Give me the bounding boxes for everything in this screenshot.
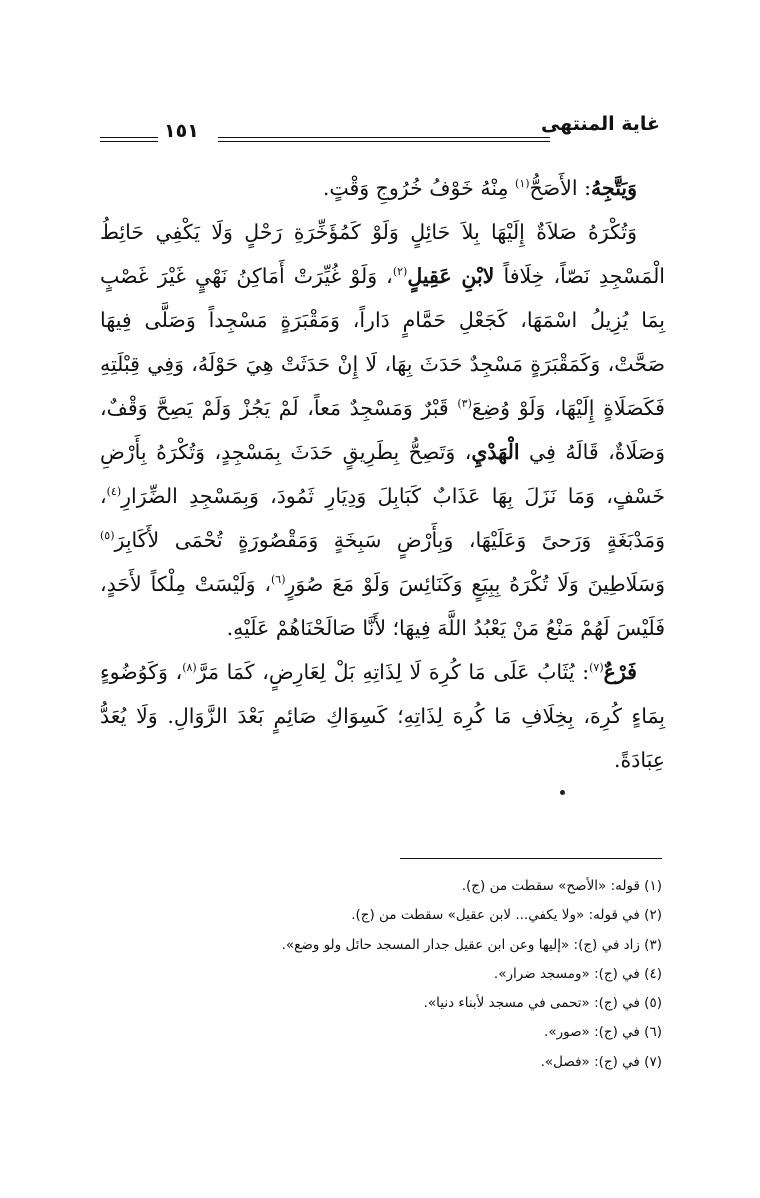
header-rule xyxy=(218,137,550,142)
text-run: وَسَلَاطِينَ وَلَا تُكْرَهُ بِبِيَعٍ وَكَنَائِسَ وَلَوْ مَعَ صُوَرٍ xyxy=(285,572,665,596)
footnote-ref: (٤) xyxy=(106,485,122,499)
text-run: : يُثَابُ عَلَى مَا كُرِهَ لَا لِذَاتِهِ بَلْ لِعَارِضٍ، كَمَا مَرَّ xyxy=(196,660,590,684)
footnote-ref: (١) xyxy=(515,177,530,191)
text-run: مِنْهُ خَوْفُ خُرُوجِ وَقْتٍ. xyxy=(322,176,516,200)
header-rule-short xyxy=(100,137,158,142)
separator-dot xyxy=(560,790,565,795)
text-run: ، وَكَوُضُوءٍ بِمَاءٍ كُرِهَ، بِخِلَافِ مَا كُرِهَ لِذَاتِهِ؛ كَسِوَاكِ صَائِمٍ بَعْدَ الزَّوَالِ. وَلَا يُعَدُّ عِبَادَةً. xyxy=(100,660,665,772)
text-run: ، وَمَدْبَغَةٍ وَرَحىً وَعَلَيْهَا، وَبِأَرْضٍ سَبِخَةٍ وَمَقْصُورَةٍ تُحْمَى لأَكَابِرَ xyxy=(100,484,665,552)
paragraph-lead: وَيَتَّجِهُ xyxy=(590,176,637,200)
text-run: قَبْرٌ وَمَسْجِدٌ مَعاً، لَمْ يَجُزْ وَلَمْ يَصِحَّ وَقْفٌ، وَصَلَاةٌ، قَالَهُ فِي xyxy=(100,396,665,464)
paragraph-2 xyxy=(100,210,665,650)
footnote-ref: (٨) xyxy=(182,661,197,675)
page-header xyxy=(100,110,660,150)
footnote-item: (٣) زاد في (ج): «إليها وعن ابن عقيل جدار المسجد حائل ولو وضع». xyxy=(281,936,662,953)
footnote-item: (٥) في (ج): «تحمى في مسجد لأبناء دنيا». xyxy=(423,995,662,1012)
text-run: ، وَلَوْ غُيِّرَتْ أَمَاكِنُ نَهْيٍ غَيْرَ غَصْبٍ بِمَا يُزِيلُ اسْمَهَا، كَجَعْلِ حَمَّامٍ دَاراً، وَمَقْبَرَةٍ مَسْجِداً وَصَلَّى فِيهَا صَحَّتْ، وَكَمَقْبَرَةٍ مَسْجِدٌ حَدَثَ بِهَا، لَا إِنْ حَدَثَتْ هِيَ حَوْلَهُ، وَفِي قِبْلَتِهِ فَكَصَلَاةٍ إِلَيْهَا، وَلَوْ وُضِعَ xyxy=(100,264,665,420)
bold-name: لابْنِ عَقِيلٍ xyxy=(407,264,495,288)
main-text xyxy=(100,166,665,782)
paragraph-3 xyxy=(100,650,665,782)
footnote-item: (٧) في (ج): «فصل». xyxy=(540,1053,662,1070)
text-run: وَتُكْرَهُ صَلاَةٌ إِلَيْهَا بِلاَ حَائِلٍ وَلَوْ كَمُؤَخِّرَةِ رَحْلٍ وَلَا يَكْفِي حَائِطُ الْمَسْجِدِ نَصّاً، خِلَافاً xyxy=(100,220,666,288)
paragraph-1 xyxy=(100,166,665,210)
footnote-ref: (٧) xyxy=(589,661,604,675)
running-title: غاية المنتهى xyxy=(540,113,660,135)
footnote-rule xyxy=(400,858,662,859)
footnote-item: (١) قوله: «الأصح» سقطت من (ج). xyxy=(461,878,662,894)
footnote-item: (٤) في (ج): «ومسجد ضرار». xyxy=(493,965,662,982)
paragraph-lead: فَرْعٌ xyxy=(603,660,637,684)
footnote-ref: (٢) xyxy=(392,265,408,279)
footnote-item: (٦) في (ج): «صور». xyxy=(544,1024,662,1041)
footnote-item: (٢) في قوله: «ولا يكفي... لابن عقيل» سقطت من (ج). xyxy=(351,907,662,924)
footnotes xyxy=(180,872,662,1077)
text-run: ، وَلَيْسَتْ مِلْكاً لأَحَدٍ، فَلَيْسَ لَهُمْ مَنْعُ مَنْ يَعْبُدُ اللَّهَ فِيهَا؛ لأَنَّا صَالَحْنَاهُمْ عَلَيْهِ. xyxy=(100,572,665,640)
footnote-ref: (٥) xyxy=(100,529,115,543)
footnote-ref: (٦) xyxy=(271,573,286,587)
text-run: : الأَصَحُّ xyxy=(529,176,591,200)
text-run: ، وَتَصِحُّ بِطَرِيقٍ حَدَثَ بِمَسْجِدٍ، وَتُكْرَهُ بِأَرْضِ خَسْفٍ، وَمَا نَزَلَ بِهَا عَذَابٌ كَبَابِلَ وَدِيَارِ ثَمُودَ، وَبِمَسْجِدِ الضِّرَارِ xyxy=(100,440,665,508)
bold-book-title: الْهَدْيِ xyxy=(471,440,520,464)
page-number: ١٥١ xyxy=(164,120,199,142)
footnote-ref: (٣) xyxy=(457,397,472,411)
